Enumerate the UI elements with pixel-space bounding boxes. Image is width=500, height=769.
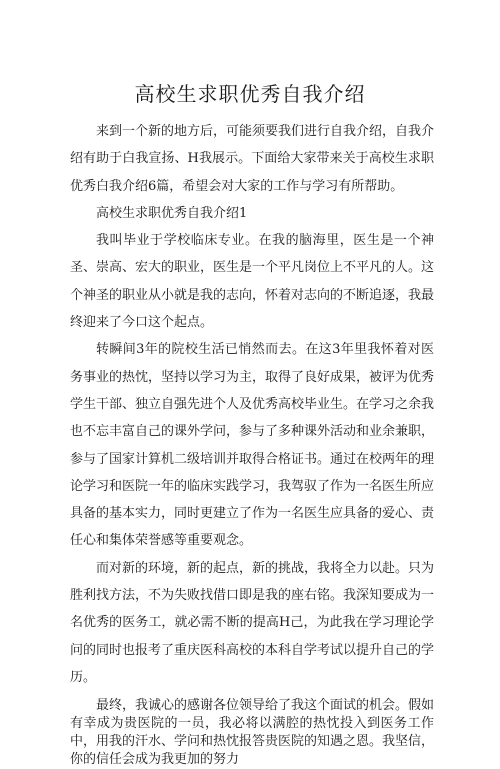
body-paragraph: 最终，我诚心的感谢各位领导给了我这个面试的机会。假如有幸成为贵医院的一员，我必将以满腔的热忱投入到医务工作中，用我的汗水、学问和热忱报答贵医院的知遇之恩。我坚信，你的信任会成为我更加的努力 xyxy=(70,698,435,768)
body-paragraph: 而对新的环境，新的起点，新的挑战，我将全力以赴。只为胜利找方法，不为失败找借口即是我的座右铭。我深知要成为一名优秀的医务工，就必需不断的提高H己，为此我在学习理论学问的同时也报考了重庆医科高校的本科自学考试以提升自己的学历。 xyxy=(70,560,435,685)
body-paragraph: 转瞬间3年的院校生活已悄然而去。在这3年里我怀着对医务事业的热忱，坚持以学习为主，取得了良好成果，被评为优秀学生干部、独立自强先进个人及优秀高校毕业生。在学习之余我也不忘丰富自己的课外学问，参与了多种课外活动和业余兼职，参与了国家计算机二级培训并取得合格证书。通过在校两年的理论学习和医院一年的临床实践学习，我驾驭了作为一名医生所应具备的基本实力，同时更建立了作为一名医生应具备的爱心、责任心和集体荣誉感等重要观念。 xyxy=(70,342,435,549)
section-heading: 高校生求职优秀自我介绍1 xyxy=(96,205,248,221)
document-body xyxy=(70,118,434,769)
body-paragraph: 我叫毕业于学校临床专业。在我的脑海里，医生是一个神圣、崇高、宏大的职业，医生是一个平凡岗位上不平凡的人。这个神圣的职业从小就是我的志向，怀着对志向的不断追逐，我最终迎来了今口这个起点。 xyxy=(70,233,435,331)
document-title: 高校生求职优秀自我介绍 xyxy=(134,82,366,106)
intro-paragraph: 来到一个新的地方后，可能须要我们进行自我介绍，自我介绍有助于白我宣扬、H我展示。下面给大家带来关于高校生求职优秀白我介绍6篇，希望会对大家的工作与学习有所帮助。 xyxy=(70,124,435,194)
